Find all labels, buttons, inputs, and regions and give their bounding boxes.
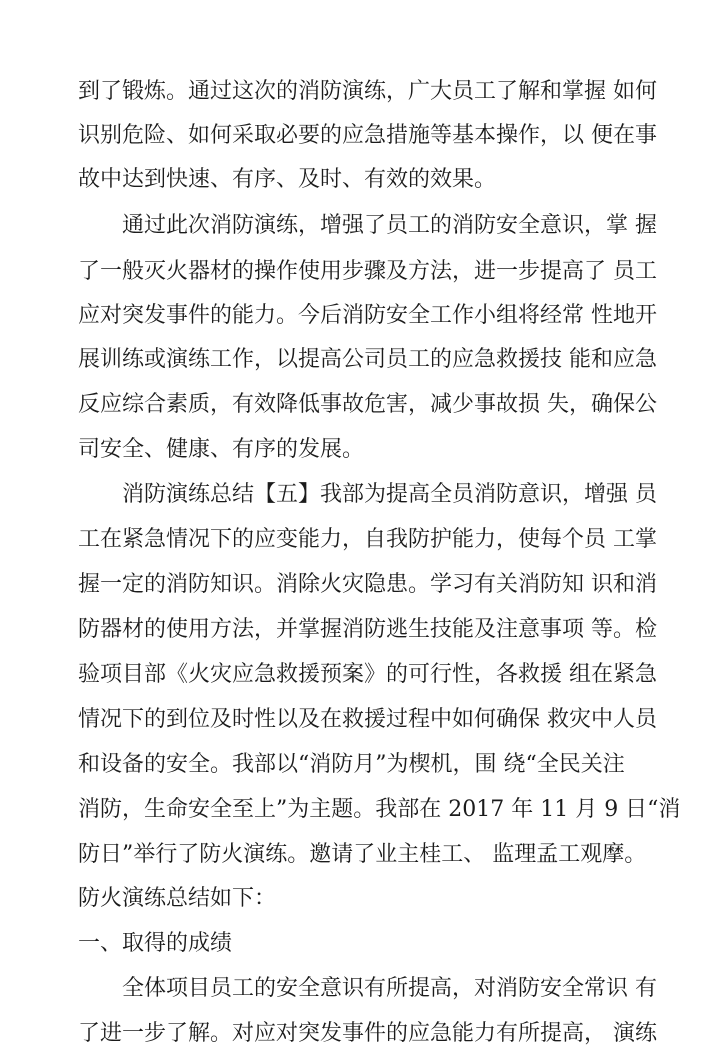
- text-line: 应对突发事件的能力。今后消防安全工作小组将经常 性地开: [78, 303, 657, 328]
- text-line: 工在紧急情况下的应变能力，自我防护能力，使每个员 工掌: [78, 527, 657, 552]
- text-line: 防器材的使用方法，并掌握消防逃生技能及注意事项 等。检: [78, 617, 657, 642]
- text-line: 消防，生命安全至上”为主题。我部在 2017 年 11 月 9 日“消: [78, 797, 681, 822]
- text-line: 和设备的安全。我部以“消防月”为楔机，围 绕“全民关注: [78, 752, 625, 777]
- text-line: 情况下的到位及时性以及在救援过程中如何确保 救灾中人员: [78, 707, 657, 732]
- text-line: 验项目部《火灾应急救援预案》的可行性，各救援 组在紧急: [78, 662, 657, 687]
- paragraph-first-line: 消防演练总结【五】我部为提高全员消防意识，增强 员: [122, 482, 657, 507]
- paragraph-first-line: 通过此次消防演练，增强了员工的消防安全意识，掌 握: [122, 213, 657, 238]
- text-line: 了进一步了解。对应对突发事件的应急能力有所提高， 演练: [78, 1021, 657, 1046]
- text-line: 司安全、健康、有序的发展。: [78, 437, 365, 462]
- text-line: 识别危险、如何采取必要的应急措施等基本操作，以 便在事: [78, 123, 657, 148]
- text-line: 到了锻炼。通过这次的消防演练，广大员工了解和掌握 如何: [78, 79, 657, 104]
- paragraph-first-line: 全体项目员工的安全意识有所提高，对消防安全常识 有: [122, 976, 657, 1001]
- text-line: 反应综合素质，有效降低事故危害，减少事故损 失，确保公: [78, 392, 657, 417]
- text-line: 握一定的消防知识。消除火灾隐患。学习有关消防知 识和消: [78, 572, 657, 597]
- text-line: 防日”举行了防火演练。邀请了业主桂工、 监理孟工观摩。: [78, 842, 647, 867]
- text-line: 了一般灭火器材的操作使用步骤及方法，进一步提高了 员工: [78, 259, 657, 284]
- text-line: 防火演练总结如下：: [78, 886, 277, 911]
- text-line: 展训练或演练工作，以提高公司员工的应急救援技 能和应急: [78, 347, 657, 372]
- section-heading: 一、取得的成绩: [78, 931, 233, 956]
- text-line: 故中达到快速、有序、及时、有效的效果。: [78, 167, 497, 192]
